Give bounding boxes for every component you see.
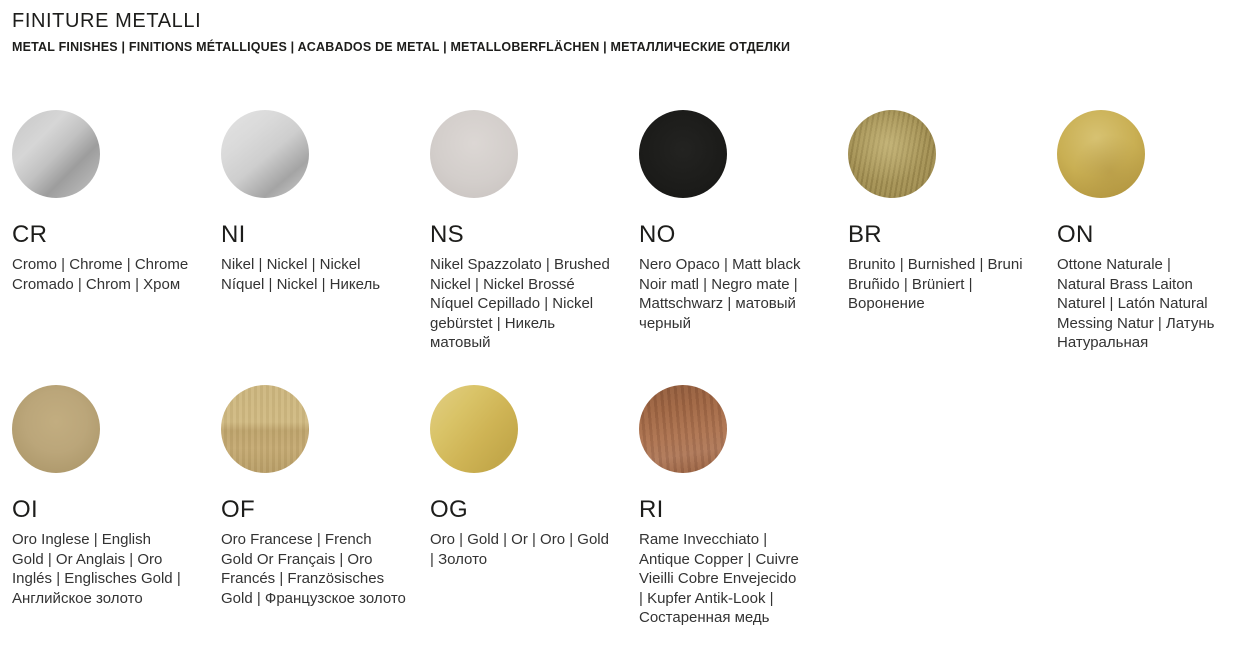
finish-description-line: Brunito | Burnished | Bruni	[848, 256, 1023, 274]
finish-card-oi	[12, 385, 221, 628]
page-subtitle: METAL FINISHES | FINITIONS MÉTALLIQUES | ACABADOS DE METAL | METALLOBERFLÄCHEN | МЕТАЛЛИЧЕСКИЕ ОТДЕЛКИ	[12, 40, 791, 54]
finish-description	[848, 255, 1057, 314]
french-gold-swatch	[221, 385, 309, 473]
finish-description-line: | Золото	[430, 550, 488, 568]
finish-description	[221, 255, 430, 294]
gold-swatch	[430, 385, 518, 473]
finish-description	[221, 530, 430, 608]
finish-description	[12, 255, 221, 294]
finish-card-on	[1057, 110, 1238, 385]
finish-description-line: матовый	[430, 334, 491, 352]
finish-description-line: Vieilli Cobre Envejecido	[639, 570, 797, 588]
finish-code-ri: RI	[639, 496, 664, 523]
finish-description-line: Inglés | Englisches Gold |	[12, 570, 181, 588]
finish-code-ns: NS	[430, 221, 464, 248]
finish-code-oi: OI	[12, 496, 38, 523]
finish-description-line: Воронение	[848, 295, 925, 313]
finish-card-ni	[221, 110, 430, 385]
finish-card-br	[848, 110, 1057, 385]
finish-description	[430, 255, 639, 353]
finish-description-line: Nikel | Nickel | Nickel	[221, 256, 361, 274]
antique-copper-swatch	[639, 385, 727, 473]
finish-description-line: Francés | Französisches	[221, 570, 385, 588]
finish-description	[12, 530, 221, 608]
finish-card-og	[430, 385, 639, 628]
finish-description-line: Nickel | Nickel Brossé	[430, 275, 575, 293]
finish-description-line: Gold | Французское золото	[221, 589, 406, 607]
finish-code-ni: NI	[221, 221, 246, 248]
finish-code-on: ON	[1057, 221, 1094, 248]
finish-card-no	[639, 110, 848, 385]
english-gold-swatch	[12, 385, 100, 473]
finish-description	[430, 530, 639, 569]
burnished-swatch	[848, 110, 936, 198]
finish-code-og: OG	[430, 496, 468, 523]
finish-grid	[12, 110, 1238, 628]
finish-description-line: Gold Or Français | Oro	[221, 550, 373, 568]
finish-code-of: OF	[221, 496, 255, 523]
chrome-swatch	[12, 110, 100, 198]
finish-description	[1057, 255, 1238, 353]
finish-description-line: Níquel Cepillado | Nickel	[430, 295, 594, 313]
finish-description-line: Naturel | Latón Natural	[1057, 295, 1208, 313]
finish-card-cr	[12, 110, 221, 385]
finish-description-line: Antique Copper | Cuivre	[639, 550, 799, 568]
finish-description-line: Natural Brass Laiton	[1057, 275, 1193, 293]
finish-code-br: BR	[848, 221, 882, 248]
finish-description-line: gebürstet | Никель	[430, 314, 556, 332]
finish-description-line: черный	[639, 314, 691, 332]
finish-description-line: Mattschwarz | матовый	[639, 295, 796, 313]
finish-description-line: Nikel Spazzolato | Brushed	[430, 256, 610, 274]
finish-description-line: Nero Opaco | Matt black	[639, 256, 801, 274]
finish-description-line: Английское золото	[12, 589, 143, 607]
finish-description-line: Níquel | Nickel | Никель	[221, 275, 381, 293]
natural-brass-swatch	[1057, 110, 1145, 198]
finish-description-line: Oro Inglese | English	[12, 531, 151, 549]
finish-card-ri	[639, 385, 848, 628]
finish-description-line: | Kupfer Antik-Look |	[639, 589, 774, 607]
finish-description-line: Натуральная	[1057, 334, 1149, 352]
matt-black-swatch	[639, 110, 727, 198]
finish-card-of	[221, 385, 430, 628]
finish-description	[639, 255, 848, 333]
finish-code-cr: CR	[12, 221, 48, 248]
finish-description-line: Gold | Or Anglais | Oro	[12, 550, 163, 568]
finish-description	[639, 530, 848, 628]
finish-description-line: Oro | Gold | Or | Oro | Gold	[430, 531, 609, 549]
finish-description-line: Cromo | Chrome | Chrome	[12, 256, 189, 274]
finish-description-line: Состаренная медь	[639, 609, 770, 627]
finish-description-line: Messing Natur | Латунь	[1057, 314, 1215, 332]
finish-description-line: Bruñido | Brüniert |	[848, 275, 973, 293]
finish-description-line: Cromado | Chrom | Хром	[12, 275, 181, 293]
finish-description-line: Rame Invecchiato |	[639, 531, 768, 549]
finish-code-no: NO	[639, 221, 676, 248]
page-title: FINITURE METALLI	[12, 10, 202, 32]
finish-card-ns	[430, 110, 639, 385]
nickel-swatch	[221, 110, 309, 198]
finish-description-line: Ottone Naturale |	[1057, 256, 1171, 274]
finish-description-line: Oro Francese | French	[221, 531, 372, 549]
finish-description-line: Noir matl | Negro mate |	[639, 275, 798, 293]
brushed-nickel-swatch	[430, 110, 518, 198]
